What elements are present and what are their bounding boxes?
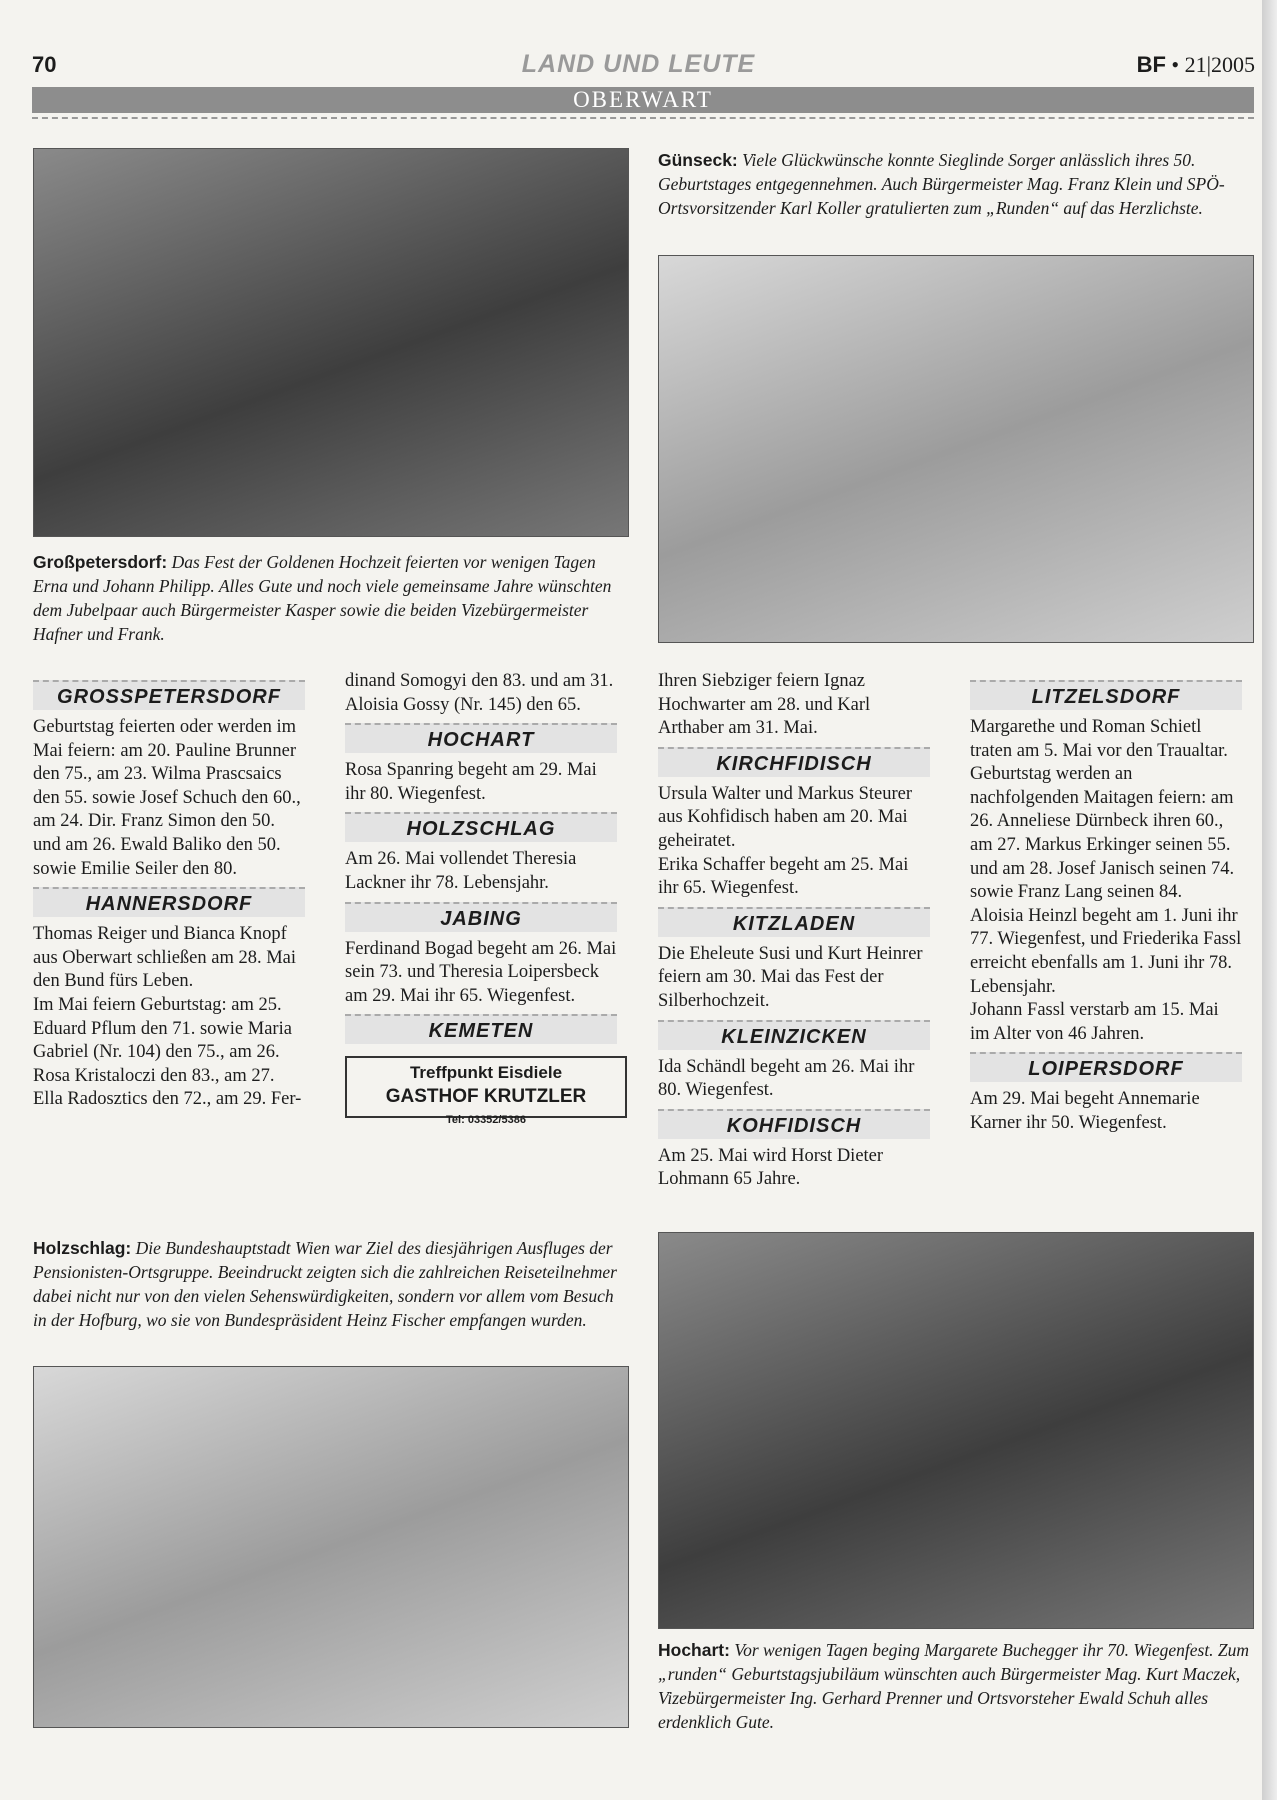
text-hochart: Rosa Spanring begeht am 29. Mai ihr 80. Wiegenfest. bbox=[345, 760, 597, 804]
text-litzelsdorf-1: Margarethe und Roman Schietl traten am 5. Mai vor den Traualtar. bbox=[970, 717, 1228, 761]
caption-text: Viele Glückwünsche konnte Sieglinde Sorger anlässlich ihres 50. Geburtstages entgegennehmen. Auch Bürgermeister Mag. Franz Klein und SPÖ-Ortsvorsitzender Karl Koller gratulierten zum „Runden“ auf das Herzlichste. bbox=[658, 150, 1225, 218]
text-jabing: Ferdinand Bogad begeht am 26. Mai sein 73. und Theresia Loipersbeck am 29. Mai ihr 65. Wiegenfest. bbox=[345, 938, 617, 1006]
page-edge bbox=[1262, 0, 1277, 1800]
text-hannersdorf-2: Im Mai feiern Geburtstag: am 25. Eduard Pflum den 71. sowie Maria Gabriel (Nr. 104) den 75., am 26. Rosa Kristaloczi den 83., am 27. Ella Radosztics den 72., am 29. Fer- bbox=[33, 994, 302, 1110]
caption-place: Günseck: bbox=[658, 150, 738, 170]
heading-hannersdorf: HANNERSDORF bbox=[33, 887, 305, 917]
text-kleinzicken: Ida Schändl begeht am 26. Mai ihr 80. Wiegenfest. bbox=[658, 1056, 915, 1101]
caption-guenseck bbox=[658, 148, 1250, 220]
heading-loipersdorf: LOIPERSDORF bbox=[970, 1052, 1242, 1082]
region-ribbon bbox=[32, 87, 1254, 113]
column-2 bbox=[345, 670, 617, 1126]
column-1 bbox=[33, 674, 305, 1112]
text-litzelsdorf-2: Geburtstag werden an nachfolgenden Maitagen feiern: am 26. Anneliese Dürnbeck ihren 60., am 27. Markus Erkinger seinen 55. und am 28. Josef Janisch seinen 74. sowie Franz Lang seinen 84. bbox=[970, 764, 1235, 903]
region-title: OBERWART bbox=[573, 87, 713, 112]
issue-info bbox=[1137, 52, 1255, 78]
text-holzschlag: Am 26. Mai vollendet Theresia Lackner ihr 78. Lebensjahr. bbox=[345, 849, 577, 893]
caption-text: Die Bundeshauptstadt Wien war Ziel des diesjährigen Ausfluges der Pensionisten-Ortsgruppe. Beeindruckt zeigten sich die zahlreichen Reiseteilnehmer dabei nicht nur von den vielen Sehenswürdigkeiten, sondern vor allem vom Besuch in der Hofburg, wo sie von Bundespräsident Heinz Fischer empfangen wurden. bbox=[33, 1238, 617, 1330]
heading-kirchfidisch: KIRCHFIDISCH bbox=[658, 747, 930, 777]
text-hannersdorf-1: Thomas Reiger und Bianca Knopf aus Oberwart schließen am 28. Mai den Bund fürs Leben. bbox=[33, 924, 297, 992]
caption-hochart bbox=[658, 1638, 1250, 1734]
text-continued: dinand Somogyi den 83. und am 31. Aloisia Gossy (Nr. 145) den 65. bbox=[345, 671, 614, 715]
heading-jabing: JABING bbox=[345, 902, 617, 932]
section-title: LAND UND LEUTE bbox=[521, 50, 756, 78]
ad-line-3: Tel: 03352/5386 bbox=[446, 1113, 526, 1126]
caption-holzschlag bbox=[33, 1236, 627, 1332]
issue-number: • 21|2005 bbox=[1171, 52, 1255, 77]
heading-kleinzicken: KLEINZICKEN bbox=[658, 1020, 930, 1050]
page-number: 70 bbox=[32, 52, 57, 77]
photo-guenseck bbox=[658, 255, 1254, 643]
caption-text: Das Fest der Goldenen Hochzeit feierten vor wenigen Tagen Erna und Johann Philipp. Alles Gute und noch viele gemeinsame Jahre wünschten dem Jubelpaar auch Bürgermeister Kasper sowie die beiden Vizebürgermeister Hafner und Frank. bbox=[33, 552, 612, 644]
text-litzelsdorf-3: Aloisia Heinzl begeht am 1. Juni ihr 77. Wiegenfest, und Friederika Fassl erreicht ebenfalls am 1. Juni ihr 78. Lebensjahr. bbox=[970, 905, 1242, 997]
heading-hochart: HOCHART bbox=[345, 723, 617, 753]
caption-place: Großpetersdorf: bbox=[33, 552, 168, 572]
caption-place: Holzschlag: bbox=[33, 1238, 132, 1258]
column-3 bbox=[658, 670, 930, 1192]
caption-text: Vor wenigen Tagen beging Margarete Buchegger ihr 70. Wiegenfest. Zum „runden“ Geburtstagsjubiläum wünschten auch Bürgermeister Mag. Kurt Maczek, Vizebürgermeister Ing. Gerhard Prenner und Ortsvorsteher Ewald Schuh alles erdenklich Gute. bbox=[658, 1640, 1250, 1732]
text-kirchfidisch-2: Erika Schaffer begeht am 25. Mai ihr 65. Wiegenfest. bbox=[658, 854, 909, 899]
column-4 bbox=[970, 674, 1242, 1136]
caption-grosspetersdorf bbox=[33, 550, 627, 646]
ad-line-2: GASTHOF KRUTZLER bbox=[385, 1085, 587, 1107]
text-litzelsdorf-4: Johann Fassl verstarb am 15. Mai im Alter von 46 Jahren. bbox=[970, 1000, 1219, 1044]
heading-grosspetersdorf: GROSSPETERSDORF bbox=[33, 680, 305, 710]
heading-litzelsdorf: LITZELSDORF bbox=[970, 680, 1242, 710]
heading-holzschlag: HOLZSCHLAG bbox=[345, 812, 617, 842]
ad-gasthof-krutzler bbox=[345, 1056, 627, 1126]
photo-hochart bbox=[658, 1232, 1254, 1629]
text-kohfidisch: Am 25. Mai wird Horst Dieter Lohmann 65 Jahre. bbox=[658, 1145, 884, 1190]
caption-place: Hochart: bbox=[658, 1640, 730, 1660]
ad-line-1: Treffpunkt Eisdiele bbox=[409, 1063, 563, 1083]
heading-kohfidisch: KOHFIDISCH bbox=[658, 1109, 930, 1139]
photo-holzschlag bbox=[33, 1366, 629, 1728]
text-kitzladen: Die Eheleute Susi und Kurt Heinrer feiern am 30. Mai das Fest der Silberhochzeit. bbox=[658, 943, 923, 1011]
text-continued: Ihren Siebziger feiern Ignaz Hochwarter am 28. und Karl Arthaber am 31. Mai. bbox=[658, 671, 871, 739]
brand: BF bbox=[1136, 52, 1166, 77]
heading-kemeten: KEMETEN bbox=[345, 1014, 617, 1044]
text-grosspetersdorf: Geburtstag feierten oder werden im Mai feiern: am 20. Pauline Brunner den 75., am 23. Wilma Prascsaics den 55. sowie Josef Schuch den 60., am 24. Dir. Franz Simon den 50. und am 26. Ewald Baliko den 50. sowie Emilie Seiler den 80. bbox=[33, 717, 301, 879]
text-kirchfidisch-1: Ursula Walter und Markus Steurer aus Kohfidisch haben am 20. Mai geheiratet. bbox=[658, 783, 913, 851]
divider bbox=[32, 117, 1254, 119]
text-loipersdorf: Am 29. Mai begeht Annemarie Karner ihr 50. Wiegenfest. bbox=[970, 1089, 1200, 1133]
photo-grosspetersdorf bbox=[33, 148, 629, 537]
heading-kitzladen: KITZLADEN bbox=[658, 907, 930, 937]
